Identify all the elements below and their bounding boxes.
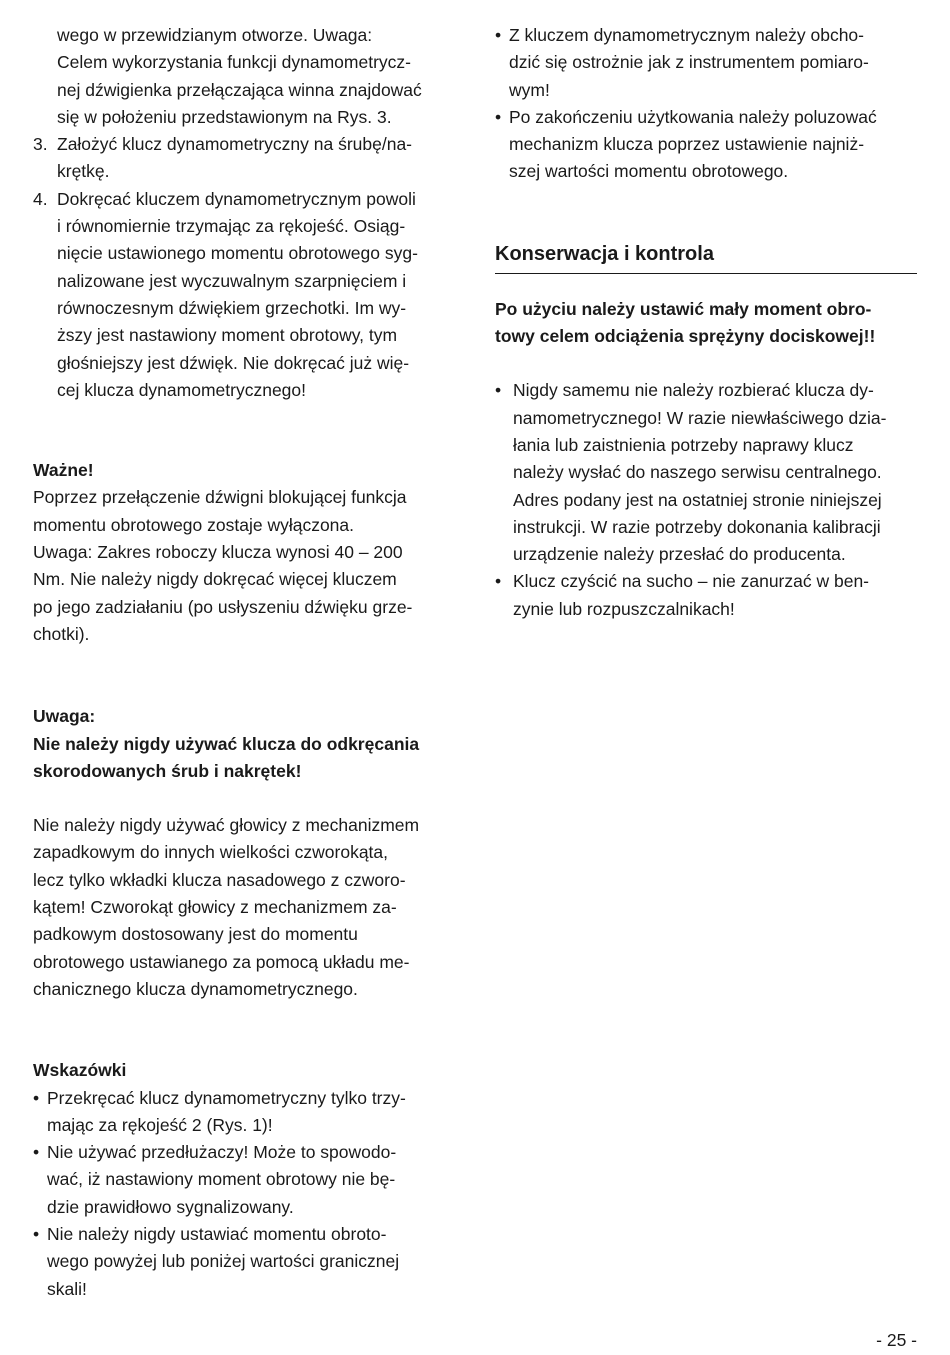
list-item: [33, 1139, 458, 1221]
text-line: zynie lub rozpuszczalnikach!: [513, 598, 735, 619]
bullet-icon: •: [495, 106, 502, 127]
text-line: krętkę.: [57, 161, 110, 182]
uwaga-heading: Uwaga:: [33, 706, 96, 727]
text-line: łania lub zaistnienia potrzeby naprawy klucz: [513, 434, 854, 455]
list-item: [495, 568, 917, 623]
text-line: nięcie ustawionego momentu obrotowego syg-: [57, 243, 418, 264]
text-line: instrukcji. W razie potrzeby dokonania kalibracji: [513, 516, 881, 537]
text-line: towy celem odciążenia sprężyny dociskowej!!: [495, 326, 876, 347]
list-item: [33, 1085, 458, 1140]
numbered-steps: [33, 131, 458, 404]
text-line: mechanizm klucza poprzez ustawienie najniż-: [509, 134, 865, 155]
wazne-section: [33, 457, 458, 648]
step-number: 3.: [33, 134, 48, 155]
text-line: się w położeniu przedstawionym na Rys. 3.: [57, 106, 392, 127]
tips-list: [33, 1085, 458, 1303]
text-line: wego powyżej lub poniżej wartości granicznej: [47, 1251, 400, 1272]
warning-line: skorodowanych śrub i nakrętek!: [33, 760, 302, 781]
wskazowki-section: [33, 1057, 458, 1303]
text-line: cej klucza dynamometrycznego!: [57, 379, 306, 400]
text-line: Po użyciu należy ustawić mały moment obro-: [495, 298, 872, 319]
section-title: Konserwacja i kontrola: [495, 240, 917, 274]
text-line: Nm. Nie należy nigdy dokręcać więcej kluczem: [33, 569, 397, 590]
bold-note: [495, 296, 917, 351]
text-line: Nie należy nigdy używać głowicy z mechanizmem: [33, 815, 420, 836]
wskazowki-heading: Wskazówki: [33, 1060, 127, 1081]
bullet-icon: •: [33, 1087, 40, 1108]
page-number: - 25 -: [876, 1330, 917, 1350]
text-line: równoczesnym dźwiękiem grzechotki. Im wy-: [57, 297, 407, 318]
ratchet-paragraph: [33, 812, 458, 1003]
text-line: Dokręcać kluczem dynamometrycznym powoli: [57, 188, 416, 209]
text-line: Uwaga: Zakres roboczy klucza wynosi 40 – 200: [33, 542, 403, 563]
text-line: zapadkowym do innych wielkości czworokąta,: [33, 842, 389, 863]
text-line: lecz tylko wkładki klucza nasadowego z czworo-: [33, 869, 406, 890]
text-line: Adres podany jest na ostatniej stronie niniejszej: [513, 489, 882, 510]
text-line: nej dźwigienka przełączająca winna znajdować: [57, 79, 422, 100]
bullet-icon: •: [495, 380, 502, 401]
bullet-icon: •: [495, 25, 502, 45]
list-item: [495, 22, 917, 104]
text-line: chanicznego klucza dynamometrycznego.: [33, 978, 358, 999]
list-item: [495, 377, 917, 568]
text-line: wym!: [509, 79, 550, 100]
text-line: Klucz czyścić na sucho – nie zanurzać w ben-: [513, 571, 869, 592]
text-line: i równomiernie trzymając za rękojeść. Osiąg-: [57, 216, 406, 237]
left-column: [33, 22, 458, 1303]
text-line: dzić się ostrożnie jak z instrumentem pomiaro-: [509, 52, 869, 73]
text-line: wać, iż nastawiony moment obrotowy nie bę-: [47, 1169, 396, 1190]
warning-line: Nie należy nigdy używać klucza do odkręcania: [33, 733, 420, 754]
continuation-text: [33, 22, 458, 131]
text-line: kątem! Czworokąt głowicy z mechanizmem za-: [33, 897, 397, 918]
text-line: nalizowane jest wyczuwalnym szarpnięciem i: [57, 270, 407, 291]
text-line: obrotowego ustawianego za pomocą układu me-: [33, 951, 410, 972]
handling-list: [495, 22, 917, 186]
text-line: skali!: [47, 1278, 87, 1299]
text-line: Poprzez przełączenie dźwigni blokującej funkcja: [33, 487, 407, 508]
step-item: [33, 186, 458, 404]
step-number: 4.: [33, 188, 48, 209]
wazne-heading: Ważne!: [33, 460, 94, 481]
bullet-icon: •: [495, 571, 502, 592]
right-column: [495, 22, 917, 623]
text-line: momentu obrotowego zostaje wyłączona.: [33, 514, 355, 535]
bullet-icon: •: [33, 1142, 40, 1163]
text-line: szej wartości momentu obrotowego.: [509, 161, 789, 182]
text-line: chotki).: [33, 623, 90, 644]
text-line: wego w przewidzianym otworze. Uwaga:: [57, 25, 373, 45]
text-line: po jego zadziałaniu (po usłyszeniu dźwięku grze-: [33, 596, 413, 617]
text-line: namometrycznego! W razie niewłaściwego dzia-: [513, 407, 887, 428]
text-line: Z kluczem dynamometrycznym należy obcho-: [509, 25, 864, 45]
text-line: Nigdy samemu nie należy rozbierać klucza dy-: [513, 380, 874, 401]
list-item: [33, 1221, 458, 1303]
uwaga-section: [33, 703, 458, 785]
maintenance-list: [495, 377, 917, 623]
text-line: Nie należy nigdy ustawiać momentu obroto-: [47, 1223, 387, 1244]
step-text: [57, 186, 458, 404]
text-line: Po zakończeniu użytkowania należy poluzować: [509, 106, 877, 127]
list-item: [495, 104, 917, 186]
text-line: Przekręcać klucz dynamometryczny tylko trzy-: [47, 1087, 406, 1108]
text-line: ższy jest nastawiony moment obrotowy, tym: [57, 325, 398, 346]
text-line: głośniejszy jest dźwięk. Nie dokręcać już wię-: [57, 352, 410, 373]
text-line: dzie prawidłowo sygnalizowany.: [47, 1196, 294, 1217]
text-line: Celem wykorzystania funkcji dynamometrycz-: [57, 52, 411, 73]
text-line: należy wysłać do naszego serwisu centralnego.: [513, 462, 882, 483]
text-line: Założyć klucz dynamometryczny na śrubę/na-: [57, 134, 412, 155]
text-line: Nie używać przedłużaczy! Może to spowodo-: [47, 1142, 397, 1163]
text-line: padkowym dostosowany jest do momentu: [33, 924, 358, 945]
text-line: mając za rękojeść 2 (Rys. 1)!: [47, 1114, 273, 1135]
text-line: urządzenie należy przesłać do producenta.: [513, 544, 846, 565]
step-item: [33, 131, 458, 186]
bullet-icon: •: [33, 1223, 40, 1244]
step-text: [57, 131, 458, 186]
